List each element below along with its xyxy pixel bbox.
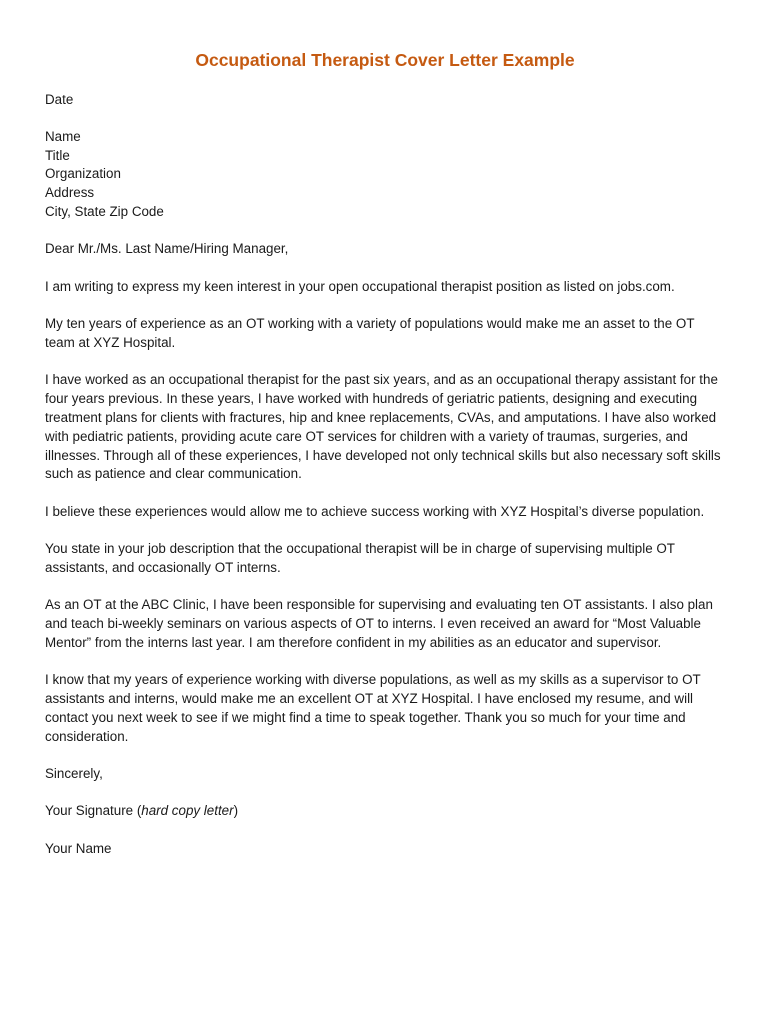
recipient-organization: Organization [45,166,121,182]
sender-name: Your Name [45,840,112,856]
body-paragraph-5: You state in your job description that the occupational therapist will be in charge of supervising multiple OT assistants, and occasionally OT interns. [45,541,675,575]
recipient-address: Address [45,185,95,201]
page-title: Occupational Therapist Cover Letter Example [195,50,575,70]
body-paragraph-6: As an OT at the ABC Clinic, I have been responsible for supervising and evaluating ten OT assistants. I also plan and teach bi-weekly seminars on various aspects of OT to interns. I even received an award for “Most Valuable Mentor” from the interns last year. I am therefore confident in my abilities as an educator and supervisor. [45,597,713,650]
body-paragraph-2: My ten years of experience as an OT working with a variety of populations would make me an asset to the OT team at XYZ Hospital. [45,316,695,350]
signature-note: hard copy letter [141,803,234,819]
body-paragraph-4: I believe these experiences would allow me to achieve success working with XYZ Hospital’s diverse population. [45,503,705,519]
body-paragraph-7: I know that my years of experience working with diverse populations, as well as my skills as a supervisor to OT assistants and interns, would make me an excellent OT at XYZ Hospital. I have enclosed my resume, and will contact you next week to see if we might find a time to speak together. Thank you so much for your time and consideration. [45,672,701,744]
closing: Sincerely, [45,766,103,782]
signature-prefix: Your Signature ( [45,803,142,819]
recipient-city-state-zip: City, State Zip Code [45,203,164,219]
signature-suffix: ) [233,803,239,819]
signature-line [45,802,725,821]
date-line: Date [45,92,74,107]
recipient-name: Name [45,128,81,144]
recipient-address-block [45,128,725,222]
salutation: Dear Mr./Ms. Last Name/Hiring Manager, [45,241,289,257]
body-paragraph-1: I am writing to express my keen interest in your open occupational therapist position as listed on jobs.com. [45,278,675,294]
recipient-title: Title [45,147,70,163]
body-paragraph-3: I have worked as an occupational therapist for the past six years, and as an occupational therapy assistant for the four years previous. In these years, I have worked with hundreds of geriatric patients, designing and executing treatment plans for clients with fractures, hip and knee replacements, CVAs, and amputations. I have also worked with pediatric patients, providing acute care OT services for children with a variety of traumas, surgeries, and illnesses. Through all of these experiences, I have developed not only technical skills but also necessary soft skills such as patience and clear communication. [45,372,721,482]
